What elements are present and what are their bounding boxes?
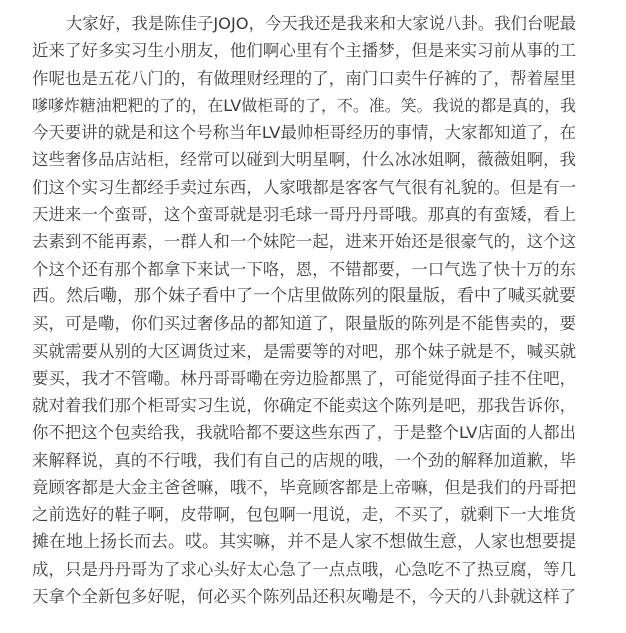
article-line: 们这个实习生都经手卖过东西，人家哦都是客客气气很有礼貌的。但是有一 [32, 177, 576, 197]
article-body [32, 10, 576, 611]
article-line: 就对着我们那个柜哥实习生说，你确定不能卖这个陈列是吧，那我告诉你， [32, 396, 576, 416]
article-line: 来解释说，真的不行哦，我们有自己的店规的哦，一个劲的解释加道歉，毕 [32, 450, 576, 470]
article-line: 成，只是丹丹哥为了求心头好太心急了一点点哦，心急吃不了热豆腐，等几 [32, 559, 576, 579]
article-line: 天进来一个蛮哥，这个蛮哥就是羽毛球一哥丹丹哥哦。那真的有蛮矮，看上 [32, 205, 576, 225]
article-line: 这些奢侈品店站柜，经常可以碰到大明星啊，什么冰冰姐啊，薇薇姐啊，我 [32, 150, 576, 170]
article-line: 西。然后嘞，那个妹子看中了一个店里做陈列的限量版，看中了喊买就要 [32, 285, 576, 306]
article-line: 大家好，我是陈佳子JOJO，今天我还是我来和大家说八卦。我们台呢最 [66, 14, 576, 33]
article-line: 买就需要从别的大区调货过来，是需要等的对吧，那个妹子就是不，喊买就 [32, 341, 576, 361]
article-line: 摊在地上扬长而去。哎。其实嘛，并不是人家不想做生意，人家也想要提 [32, 531, 576, 552]
article-line: 竟顾客都是大金主爸爸嘛，哦不，毕竟顾客都是上帝嘛，但是我们的丹哥把 [32, 478, 576, 498]
article-line: 嗲嗲炸糖油粑粑的了的，在LV做柜哥的了，不。准。笑。我说的都是真的，我 [32, 95, 576, 115]
article-line: 要买，我才不管嘞。林丹哥哥嘞在旁边脸都黑了，可能觉得面子挂不住吧， [32, 368, 576, 388]
article-line: 个这个还有那个都拿下来试一下咯，恩，不错都要，一口气选了快十万的东 [32, 259, 576, 279]
article-line: 你不把这个包卖给我，我就哈都不要这些东西了，于是整个LV店面的人都出 [32, 423, 576, 443]
article-line: 天拿个全新包多好呢，何必买个陈列品还积灰嘞是不，今天的八卦就这样了 [32, 587, 576, 607]
article-line: 作呢也是五花八门的，有做理财经理的了，南门口卖牛仔裤的了，帮着屋里 [32, 68, 576, 88]
article-line: 买，可是嘞，你们买过奢侈品的都知道了，限量版的陈列是不能售卖的，要 [32, 314, 576, 334]
article-line: 近来了好多实习生小朋友，他们啊心里有个主播梦，但是来实习前从事的工 [32, 41, 576, 61]
article-line: 去素到不能再素，一群人和一个妹陀一起，进来开始还是很豪气的，这个这 [32, 232, 576, 252]
article-line: 之前选好的鞋子啊，皮带啊，包包啊一甩说，走，不买了，就剩下一大堆货 [32, 505, 576, 525]
article-line: 今天要讲的就是和这个号称当年LV最帅柜哥经历的事情，大家都知道了，在 [32, 123, 576, 143]
